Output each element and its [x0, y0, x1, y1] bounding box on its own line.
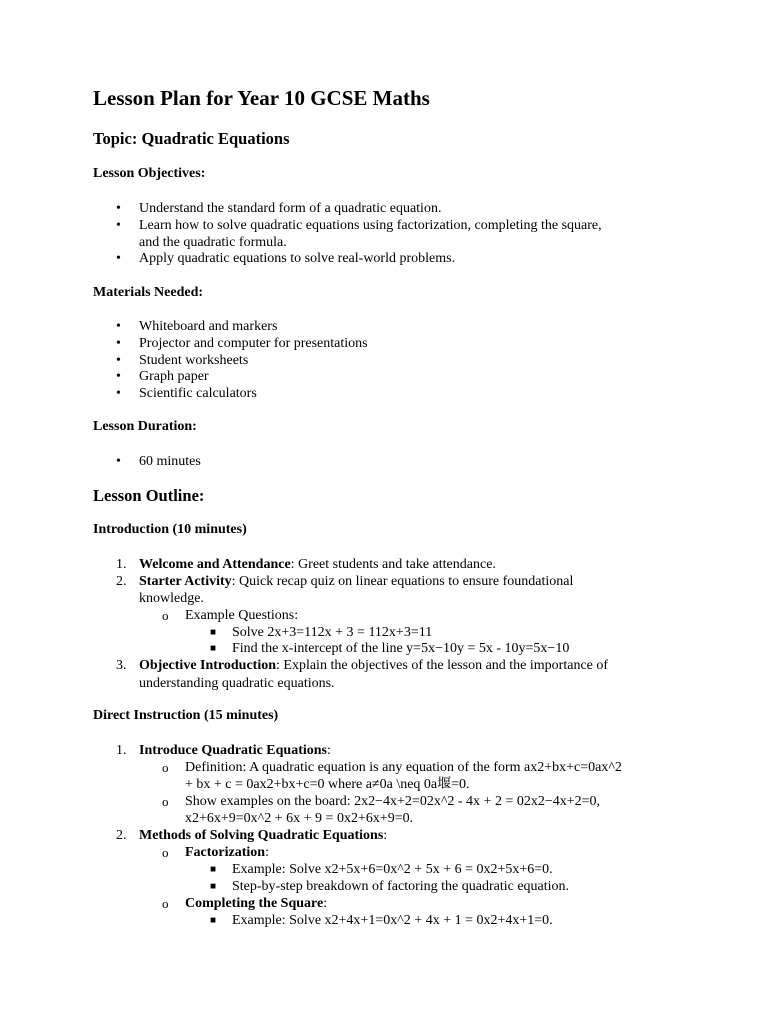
duration-heading: Lesson Duration: [93, 419, 197, 434]
bullet-icon: • [116, 201, 121, 216]
examples-line: Show examples on the board: 2x2−4x+2=02x^2 - 4x + 2 = 02x2−4x+2=0, [185, 794, 601, 809]
example-question: Solve 2x+3=112x + 3 = 112x+3=11 [232, 625, 433, 640]
list-number: 1. [116, 743, 127, 758]
square-bullet-icon: ■ [210, 915, 217, 926]
square-bullet-icon: ■ [210, 881, 217, 892]
objective-item: Apply quadratic equations to solve real-world problems. [139, 251, 456, 266]
method-factorization [185, 844, 269, 861]
item-text: : Greet students and take attendance. [290, 557, 496, 572]
outline-heading: Lesson Outline: [93, 486, 205, 505]
item-bold-label: Introduce Quadratic Equations [139, 743, 327, 758]
intro-item-welcome [139, 556, 496, 573]
item-text: : [327, 743, 331, 758]
circle-bullet-icon: o [162, 845, 169, 860]
item-bold-label: Methods of Solving Quadratic Equations [139, 828, 384, 843]
intro-item-starter [139, 573, 573, 590]
completing-square-example: Example: Solve x2+4x+1=0x^2 + 4x + 1 = 0x2+4x+1=0. [232, 913, 553, 928]
page-title: Lesson Plan for Year 10 GCSE Maths [93, 86, 430, 110]
direct-item-introduce [139, 742, 331, 759]
bullet-icon: • [116, 353, 121, 368]
circle-bullet-icon: o [162, 608, 169, 623]
factorization-example: Example: Solve x2+5x+6=0x^2 + 5x + 6 = 0x2+5x+6=0. [232, 862, 553, 877]
circle-bullet-icon: o [162, 896, 169, 911]
bullet-icon: • [116, 319, 121, 334]
objectives-heading: Lesson Objectives: [93, 166, 206, 181]
intro-item-objective [139, 657, 608, 674]
square-bullet-icon: ■ [210, 643, 217, 654]
definition-line: Definition: A quadratic equation is any equation of the form ax2+bx+c=0ax^2 [185, 760, 622, 775]
bullet-icon: • [116, 218, 121, 233]
bullet-icon: • [116, 454, 121, 469]
square-bullet-icon: ■ [210, 627, 217, 638]
bullet-icon: • [116, 386, 121, 401]
bullet-icon: • [116, 251, 121, 266]
item-text: : Quick recap quiz on linear equations to ensure foundational [231, 574, 574, 589]
list-number: 2. [116, 828, 127, 843]
intro-heading: Introduction (10 minutes) [93, 522, 247, 537]
material-item: Projector and computer for presentations [139, 336, 368, 351]
direct-item-methods [139, 827, 387, 844]
topic-heading: Topic: Quadratic Equations [93, 129, 290, 148]
objective-item: Learn how to solve quadratic equations using factorization, completing the square, [139, 218, 602, 233]
item-text-continued: understanding quadratic equations. [139, 676, 335, 691]
item-text: : [383, 828, 388, 843]
material-item: Graph paper [139, 369, 209, 384]
example-questions-heading: Example Questions: [185, 608, 299, 623]
method-colon: : [323, 896, 328, 911]
bullet-icon: • [116, 336, 121, 351]
item-text-continued: knowledge. [139, 591, 204, 606]
material-item: Student worksheets [139, 353, 249, 368]
duration-item: 60 minutes [139, 454, 201, 469]
materials-heading: Materials Needed: [93, 285, 204, 300]
square-bullet-icon: ■ [210, 864, 217, 875]
direct-instruction-heading: Direct Instruction (15 minutes) [93, 708, 279, 723]
example-question: Find the x-intercept of the line y=5x−10y = 5x - 10y=5x−10 [232, 641, 570, 656]
material-item: Scientific calculators [139, 386, 257, 401]
objective-item-continued: and the quadratic formula. [139, 235, 287, 250]
item-bold-label: Welcome and Attendance [139, 557, 291, 572]
method-colon: : [265, 845, 269, 860]
method-completing-square [185, 895, 327, 912]
material-item: Whiteboard and markers [139, 319, 278, 334]
method-label: Completing the Square [185, 896, 324, 911]
examples-line-continued: x2+6x+9=0x^2 + 6x + 9 = 0x2+6x+9=0. [185, 811, 414, 826]
factorization-example: Step-by-step breakdown of factoring the quadratic equation. [232, 879, 570, 894]
item-bold-label: Starter Activity [139, 574, 232, 589]
method-label: Factorization [185, 845, 266, 860]
definition-line-continued: + bx + c = 0ax2+bx+c=0 where a≠0a \neq 0a堰=0. [185, 777, 470, 792]
item-text: : Explain the objectives of the lesson and the importance of [276, 658, 609, 673]
bullet-icon: • [116, 369, 121, 384]
list-number: 3. [116, 658, 127, 673]
objective-item: Understand the standard form of a quadratic equation. [139, 201, 442, 216]
list-number: 1. [116, 557, 127, 572]
list-number: 2. [116, 574, 127, 589]
circle-bullet-icon: o [162, 760, 169, 775]
item-bold-label: Objective Introduction [139, 658, 277, 673]
circle-bullet-icon: o [162, 794, 169, 809]
